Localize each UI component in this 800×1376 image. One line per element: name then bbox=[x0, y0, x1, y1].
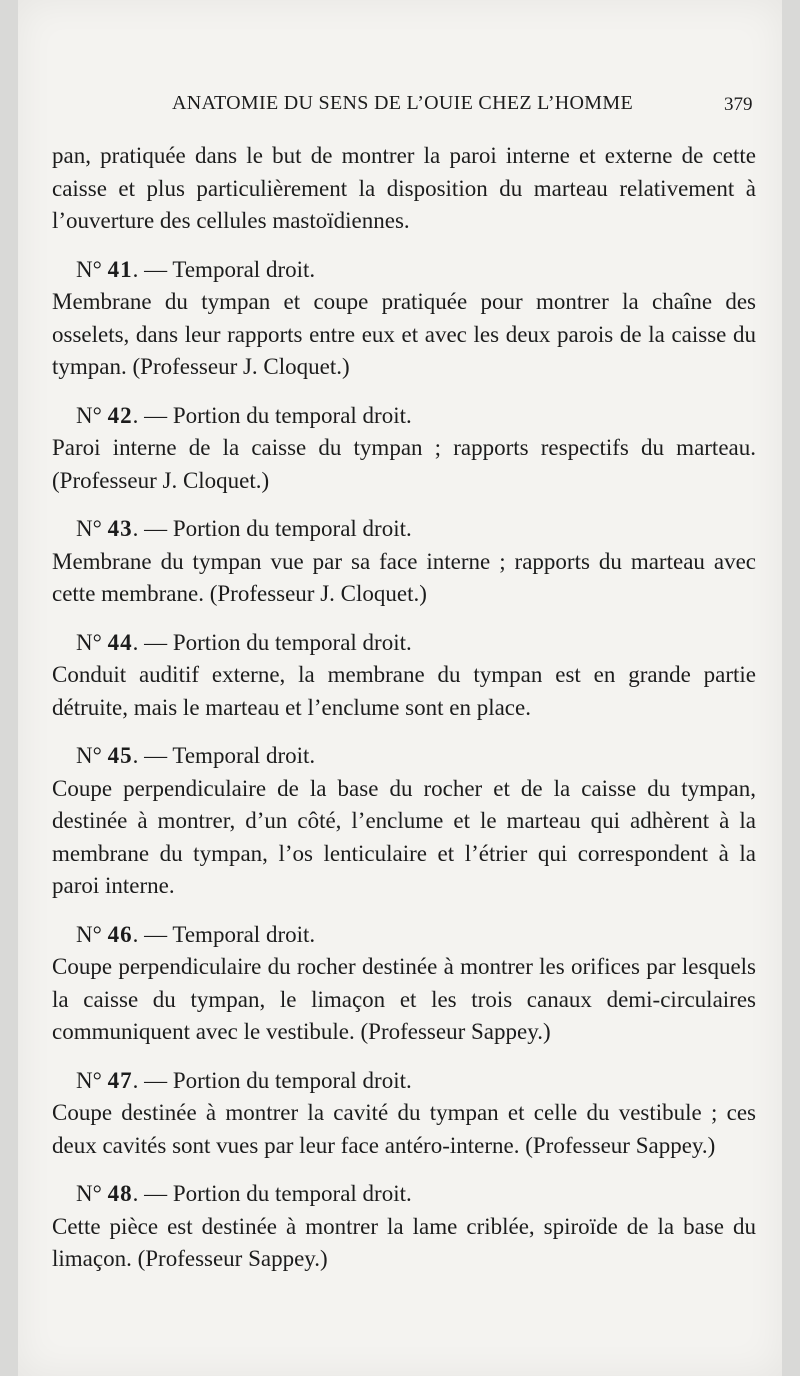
catalog-entry-48 bbox=[52, 1178, 756, 1276]
entry-heading bbox=[76, 919, 756, 952]
entry-title: . — Temporal droit. bbox=[132, 256, 316, 282]
catalog-entry-45 bbox=[52, 740, 756, 903]
entry-description: Membrane du tympan et coupe pratiquée pour montrer la chaîne des osselets, dans leur rapports entre eux et avec les deux parois de la caisse du tympan. (Professeur J. Cloquet.) bbox=[52, 289, 756, 379]
catalog-entry-43 bbox=[52, 513, 756, 611]
entry-number: 41 bbox=[107, 256, 133, 282]
entry-prefix: N° bbox=[76, 629, 102, 655]
entry-prefix: N° bbox=[76, 402, 102, 428]
entry-number: 45 bbox=[107, 743, 133, 768]
entry-description: Cette pièce est destinée à montrer la lame criblée, spiroïde de la base du limaçon. (Professeur Sappey.) bbox=[52, 1213, 756, 1271]
entry-title: . — Portion du temporal droit. bbox=[132, 402, 412, 428]
page-number: 379 bbox=[724, 94, 753, 115]
entry-heading bbox=[76, 1178, 756, 1211]
catalog-entry-41 bbox=[52, 254, 756, 384]
entry-prefix: N° bbox=[76, 1067, 102, 1093]
catalog-entry-46 bbox=[52, 919, 756, 1049]
catalog-entry-42 bbox=[52, 400, 756, 498]
entry-description: Conduit auditif externe, la membrane du tympan est en grande partie détruite, mais le marteau et l’enclume sont en place. bbox=[52, 662, 756, 720]
entry-heading bbox=[76, 513, 756, 546]
intro-paragraph: pan, pratiquée dans le but de montrer la paroi interne et externe de cette caisse et plus particulièrement la disposition du marteau relativement à l’ouverture des cellules mastoïdiennes. bbox=[52, 143, 756, 233]
entry-heading bbox=[76, 740, 756, 773]
entry-heading bbox=[76, 254, 756, 287]
entry-description: Coupe perpendiculaire de la base du rocher et de la caisse du tympan, destinée à montrer, d’un côté, l’enclume et le marteau qui adhèrent à la membrane du tympan, l’os lenticulaire et l’étrier qui correspondent à la paroi interne. bbox=[52, 775, 756, 898]
entry-heading bbox=[76, 627, 756, 660]
entry-prefix: N° bbox=[76, 743, 102, 768]
entry-number: 48 bbox=[107, 1181, 133, 1206]
entry-number: 47 bbox=[107, 1067, 133, 1093]
catalog-entry-47 bbox=[52, 1065, 756, 1163]
entry-description: Coupe destinée à montrer la cavité du tympan et celle du vestibule ; ces deux cavités sont vues par leur face antéro-interne. (Professeur Sappey.) bbox=[52, 1100, 756, 1158]
entry-prefix: N° bbox=[76, 516, 102, 541]
running-title: ANATOMIE DU SENS DE L’OUIE CHEZ L’HOMME bbox=[172, 92, 633, 114]
entry-description: Coupe perpendiculaire du rocher destinée à montrer les orifices par lesquels la caisse du tympan, le limaçon et les trois canaux demi-circulaires communiquent avec le vestibule. (Professeur Sappey.) bbox=[52, 954, 756, 1044]
entry-title: . — Portion du temporal droit. bbox=[132, 1181, 412, 1206]
entry-number: 42 bbox=[107, 402, 133, 428]
entry-number: 46 bbox=[107, 921, 133, 947]
entry-title: . — Portion du temporal droit. bbox=[132, 1067, 412, 1093]
entry-prefix: N° bbox=[76, 1181, 102, 1206]
entry-heading bbox=[76, 1065, 756, 1098]
page-body bbox=[52, 140, 756, 1276]
entry-prefix: N° bbox=[76, 921, 102, 947]
entry-title: . — Temporal droit. bbox=[132, 743, 316, 768]
entry-number: 44 bbox=[107, 629, 133, 655]
entry-title: . — Portion du temporal droit. bbox=[132, 629, 412, 655]
catalog-entry-44 bbox=[52, 627, 756, 725]
entry-title: . — Portion du temporal droit. bbox=[132, 516, 412, 541]
entry-number: 43 bbox=[107, 516, 133, 541]
entry-description: Membrane du tympan vue par sa face interne ; rapports du marteau avec cette membrane. (Professeur J. Cloquet.) bbox=[52, 548, 756, 606]
entry-title: . — Temporal droit. bbox=[132, 921, 316, 947]
entry-description: Paroi interne de la caisse du tympan ; rapports respectifs du marteau. (Professeur J. Cloquet.) bbox=[52, 435, 756, 493]
entry-prefix: N° bbox=[76, 256, 102, 282]
entry-heading bbox=[76, 400, 756, 433]
page-header bbox=[0, 92, 800, 126]
